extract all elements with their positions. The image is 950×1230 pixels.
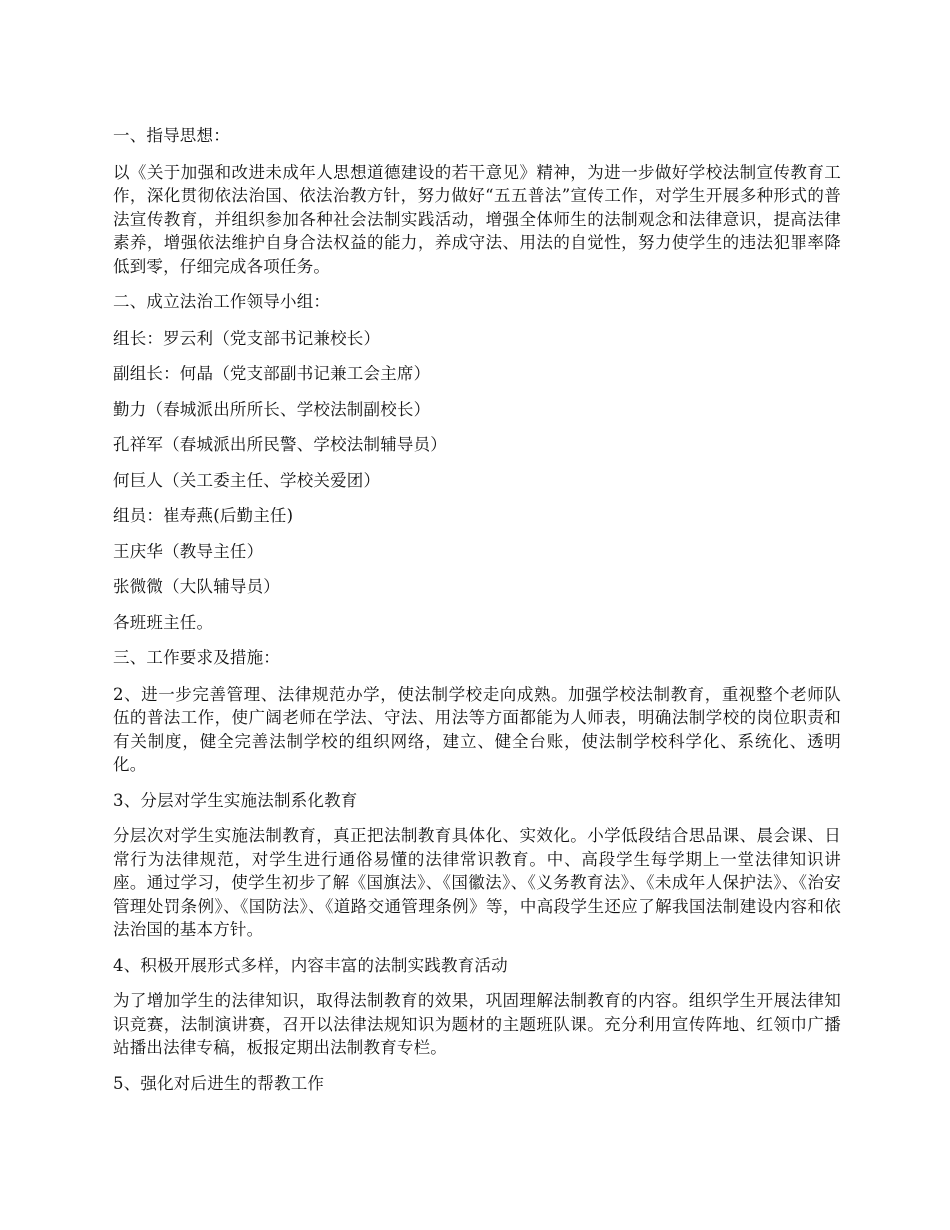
- member-kong-xiangjun: 孔祥军（春城派出所民警、学校法制辅导员）: [113, 435, 447, 454]
- section-heading-guiding-ideology: 一、指导思想：: [113, 126, 230, 145]
- subheading-item-3: 3、分层对学生实施法制系化教育: [113, 790, 358, 810]
- member-zhang-weiwei: 张微微（大队辅导员）: [113, 577, 280, 596]
- section-heading-requirements: 三、工作要求及措施：: [113, 648, 280, 667]
- section-heading-leadership-group: 二、成立法治工作领导小组：: [113, 292, 331, 311]
- member-leader: 组长：罗云利（党支部书记兼校长）: [113, 328, 381, 348]
- member-deputy-leader: 副组长：何晶（党支部副书记兼工会主席）: [113, 364, 431, 383]
- member-wang-qinghua: 王庆华（教导主任）: [113, 541, 264, 561]
- member-class-teachers: 各班班主任。: [113, 612, 214, 632]
- member-cui-shouyan: 组员：崔寿燕(后勤主任): [113, 506, 294, 525]
- member-he-juren: 何巨人（关工委主任、学校关爱团）: [113, 470, 381, 490]
- paragraph-item-3: 分层次对学生实施法制教育，真正把法制教育具体化、实效化。小学低段结合思品课、晨会课、日常行为法律规范，对学生进行通俗易懂的法律常识教育。中、高段学生每学期上一堂法律知识讲座。通过学习，使学生初步了解《国旗法》、《国徽法》、《义务教育法》、《未成年人保护法》、《治安管理处罚条例》、《国防法》、《道路交通管理条例》等，中高段学生还应了解我国法制建设内容和依法治国的基本方针。: [113, 826, 841, 939]
- subheading-item-5: 5、强化对后进生的帮教工作: [113, 1073, 325, 1093]
- member-qinli: 勤力（春城派出所所长、学校法制副校长）: [113, 399, 431, 419]
- document-body: [113, 124, 841, 1107]
- paragraph-item-4: 为了增加学生的法律知识，取得法制教育的效果，巩固理解法制教育的内容。组织学生开展法律知识竞赛，法制演讲赛，召开以法律法规知识为题材的主题班队课。充分利用宣传阵地、红领巾广播站播出法律专稿，板报定期出法制教育专栏。: [113, 991, 841, 1057]
- paragraph-item-2: 2、进一步完善管理、法律规范办学，使法制学校走向成熟。加强学校法制教育，重视整个老师队伍的普法工作，使广阔老师在学法、守法、用法等方面都能为人师表，明确法制学校的岗位职责和有关制度，健全完善法制学校的组织网络，建立、健全台账，使法制学校科学化、系统化、透明化。: [113, 684, 841, 774]
- subheading-item-4: 4、积极开展形式多样，内容丰富的法制实践教育活动: [113, 955, 508, 975]
- paragraph-guiding-ideology: 以《关于加强和改进未成年人思想道德建设的若干意见》精神，为进一步做好学校法制宣传教育工作，深化贯彻依法治国、依法治教方针，努力做好“五五普法”宣传工作，对学生开展多种形式的普法宣传教育，并组织参加各种社会法制实践活动，增强全体师生的法制观念和法律意识，提高法律素养，增强依法维护自身合法权益的能力，养成守法、用法的自觉性，努力使学生的违法犯罪率降低到零，仔细完成各项任务。: [113, 162, 841, 276]
